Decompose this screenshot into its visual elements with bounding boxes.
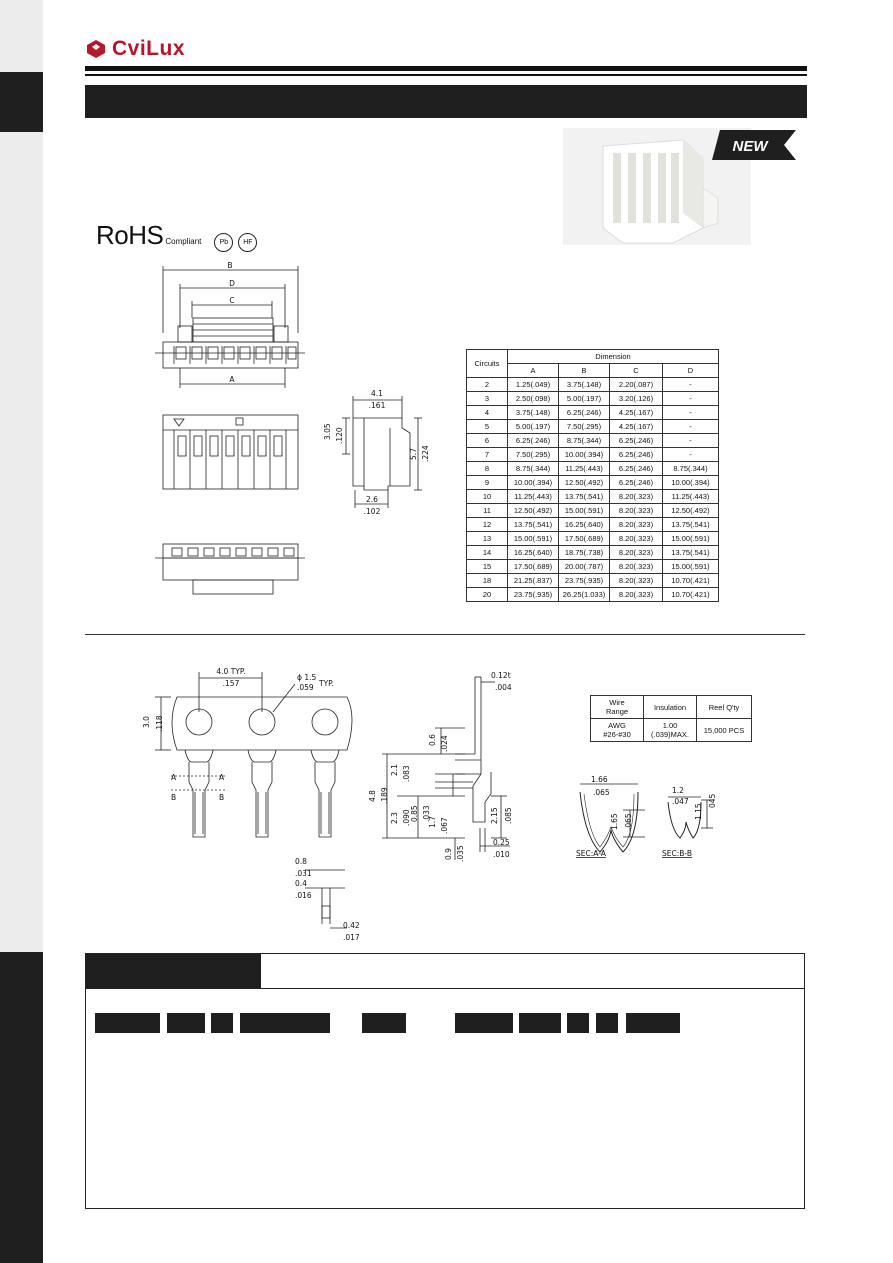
table-row (467, 546, 719, 560)
secaa-label: SEC:A-A (576, 849, 606, 858)
dimension-cell: - (663, 378, 719, 392)
sidebar-tab-dark (0, 72, 43, 132)
dimension-cell: 16.25(.640) (508, 546, 559, 560)
table-row (467, 588, 719, 602)
section-divider (85, 634, 805, 635)
circuits-cell: 3 (467, 392, 508, 406)
dimension-cell: 5.00(.197) (559, 392, 610, 406)
reel-qty-header: Reel Q'ty (697, 696, 752, 719)
dimension-cell: 18.75(.738) (559, 546, 610, 560)
dimension-cell: 15.00(.591) (559, 504, 610, 518)
circuits-cell: 13 (467, 532, 508, 546)
dimension-cell: 8.75(.344) (508, 462, 559, 476)
new-badge (712, 130, 796, 160)
circuits-cell: 4 (467, 406, 508, 420)
dimension-cell: 15.00(.591) (663, 560, 719, 574)
v1-in: .024 (440, 735, 449, 752)
tip1-in: .031 (295, 869, 312, 878)
v9-in: .010 (493, 850, 510, 859)
v4-in: .090 (402, 809, 411, 826)
col-c-header: C (610, 364, 663, 378)
dimension-cell: 6.25(.246) (610, 448, 663, 462)
table-header-row (467, 350, 719, 364)
dimension-cell: 16.25(.640) (559, 518, 610, 532)
dimension-cell: - (663, 406, 719, 420)
circuits-cell: 11 (467, 504, 508, 518)
dimension-cell: 3.20(.126) (610, 392, 663, 406)
v2-in: .083 (402, 765, 411, 782)
dimension-cell: 7.50(.295) (508, 448, 559, 462)
pitch-in: .157 (222, 679, 240, 688)
table-row (467, 420, 719, 434)
dimension-cell: 10.70(.421) (663, 574, 719, 588)
reel-qty-cell: 15,000 PCS (697, 719, 752, 742)
secaa-width-in: .065 (593, 788, 610, 797)
pn-segment-1 (95, 1013, 160, 1033)
v8-mm: 2.15 (490, 807, 499, 824)
table-row (467, 448, 719, 462)
dimension-cell: 13.75(.541) (663, 546, 719, 560)
insulation-max: MAX. (670, 730, 689, 739)
wire-table-row (591, 719, 752, 742)
dimension-cell: 3.75(.148) (559, 378, 610, 392)
dimension-cell: 8.75(.344) (559, 434, 610, 448)
wire-range: #26-#30 (603, 730, 631, 739)
section-b-right: B (219, 793, 225, 802)
header-rule-thick (85, 66, 807, 71)
dimension-cell: 6.25(.246) (610, 476, 663, 490)
dimension-cell: 15.00(.591) (508, 532, 559, 546)
wire-awg: AWG (608, 721, 626, 730)
dimension-cell: 8.20(.323) (610, 560, 663, 574)
dim-label-b: B (227, 261, 233, 270)
pn-segment-5 (362, 1013, 406, 1033)
circuits-cell: 2 (467, 378, 508, 392)
dimension-cell: 8.20(.323) (610, 532, 663, 546)
v3-in: .189 (380, 787, 389, 804)
sidebar-light-mid (0, 132, 43, 952)
secbb-height-in: 045 (708, 793, 717, 808)
dimension-cell: 21.25(.837) (508, 574, 559, 588)
new-badge-label: NEW (732, 138, 768, 155)
dimension-cell: 8.75(.344) (663, 462, 719, 476)
v6-in: .067 (440, 817, 449, 834)
pn-segment-2 (167, 1013, 205, 1033)
circuits-cell: 7 (467, 448, 508, 462)
rohs-mark (96, 220, 257, 252)
dim-label-c: C (229, 296, 235, 305)
col-b-header: B (559, 364, 610, 378)
circuits-cell: 15 (467, 560, 508, 574)
circuits-cell: 20 (467, 588, 508, 602)
dim-label-a: A (229, 375, 235, 384)
circuits-cell: 18 (467, 574, 508, 588)
dimension-table-body (467, 378, 719, 602)
circuits-cell: 12 (467, 518, 508, 532)
dimension-cell: 7.50(.295) (559, 420, 610, 434)
pn-segment-9 (596, 1013, 618, 1033)
table-row (467, 434, 719, 448)
secbb-label: SEC:B-B (662, 849, 692, 858)
thickness-in: .004 (495, 683, 512, 692)
v3-mm: 4.8 (368, 790, 377, 802)
dimension-cell: - (663, 392, 719, 406)
pn-segment-4 (240, 1013, 330, 1033)
tip2-mm: 0.4 (295, 879, 307, 888)
side-base-in: .102 (363, 507, 381, 516)
housing-drawing (150, 258, 440, 618)
circuits-cell: 14 (467, 546, 508, 560)
tip2-in: .016 (295, 891, 312, 900)
tip3-mm: 0.42 (343, 921, 360, 930)
hole-mm: ϕ 1.5 (297, 673, 317, 682)
wire-spec-table (590, 695, 752, 742)
brand-name: CviLux (112, 37, 186, 60)
table-row (467, 378, 719, 392)
pn-segment-10 (626, 1013, 680, 1033)
v5-mm: 0.85 (410, 805, 419, 822)
v8-in: .085 (504, 807, 513, 824)
dimension-cell: 6.25(.246) (610, 434, 663, 448)
circuits-header: Circuits (467, 350, 508, 378)
pitch-mm: 4.0 TYP. (216, 667, 246, 676)
dimension-cell: 12.50(.492) (663, 504, 719, 518)
wire-range-header: Wire Range (591, 696, 644, 719)
cvilux-logo-icon (86, 39, 106, 59)
dimension-cell: 1.25(.049) (508, 378, 559, 392)
circuits-cell: 8 (467, 462, 508, 476)
dimension-cell: 8.20(.323) (610, 574, 663, 588)
sidebar-dark-bottom (0, 952, 43, 1263)
circuits-cell: 5 (467, 420, 508, 434)
side-tall-in: .224 (421, 445, 430, 462)
dimension-cell: 23.75(.935) (508, 588, 559, 602)
dimension-cell: 12.50(.492) (559, 476, 610, 490)
side-width-in: .161 (368, 401, 386, 410)
dimension-cell: 8.20(.323) (610, 546, 663, 560)
dimension-cell: 11.25(.443) (508, 490, 559, 504)
side-base-mm: 2.6 (366, 495, 378, 504)
carrier-mm: 3.0 (142, 716, 151, 728)
dimension-header: Dimension (508, 350, 719, 364)
dimension-cell: 12.50(.492) (508, 504, 559, 518)
secbb-width-in: .047 (672, 797, 689, 806)
section-a-left: A (171, 773, 177, 782)
col-d-header: D (663, 364, 719, 378)
v7-in: .035 (456, 845, 465, 862)
table-row (467, 574, 719, 588)
insulation-in: (.039) (651, 730, 671, 739)
table-row (467, 504, 719, 518)
dimension-cell: - (663, 420, 719, 434)
section-b-left: B (171, 793, 177, 802)
v1-mm: 0.6 (428, 734, 437, 746)
v7-mm: 0.9 (444, 848, 453, 860)
table-row (467, 518, 719, 532)
secaa-height-in: .065 (624, 813, 633, 830)
dim-label-d: D (229, 279, 235, 288)
rohs-compliant: Compliant (165, 237, 202, 246)
hole-typ: TYP. (319, 679, 334, 688)
dimension-cell: 6.25(.246) (508, 434, 559, 448)
dimension-cell: 10.00(.394) (559, 448, 610, 462)
header-rule-thin (85, 74, 807, 76)
title-bar (85, 85, 807, 118)
dimension-cell: 8.20(.323) (610, 490, 663, 504)
dimension-cell: 8.20(.323) (610, 504, 663, 518)
table-row (467, 462, 719, 476)
secaa-height-mm: 1.65 (610, 813, 619, 830)
dimension-cell: - (663, 448, 719, 462)
brand-logo (86, 36, 185, 62)
circuits-cell: 6 (467, 434, 508, 448)
table-row (467, 392, 719, 406)
dimension-cell: 23.75(.935) (559, 574, 610, 588)
tip3-in: .017 (343, 933, 360, 942)
v5-in: .033 (422, 805, 431, 822)
ordering-info-frame (85, 953, 805, 1209)
ordering-info-header (86, 954, 261, 988)
dimension-cell: 26.25(1.033) (559, 588, 610, 602)
dimension-cell: 8.20(.323) (610, 518, 663, 532)
dimension-cell: 8.20(.323) (610, 588, 663, 602)
side-height-mm: 3.05 (323, 423, 332, 440)
dimension-cell: 11.25(.443) (663, 490, 719, 504)
dimension-cell: 10.00(.394) (508, 476, 559, 490)
secbb-height-mm: 1.15 (694, 803, 703, 820)
insulation-cell (644, 719, 697, 742)
secaa-width-mm: 1.66 (591, 775, 608, 784)
dimension-cell: 20.00(.787) (559, 560, 610, 574)
pn-segment-7 (519, 1013, 561, 1033)
dimension-cell: 3.75(.148) (508, 406, 559, 420)
dimension-cell: 2.20(.087) (610, 378, 663, 392)
circuits-cell: 10 (467, 490, 508, 504)
dimension-cell: 6.25(.246) (610, 462, 663, 476)
dimension-cell: 11.25(.443) (559, 462, 610, 476)
wire-table-header (591, 696, 752, 719)
table-row (467, 476, 719, 490)
circuits-cell: 9 (467, 476, 508, 490)
wire-range-cell (591, 719, 644, 742)
v4-mm: 2.3 (390, 812, 399, 824)
dimension-cell: 4.25(.167) (610, 406, 663, 420)
pn-segment-6 (455, 1013, 513, 1033)
dimension-cell: 5.00(.197) (508, 420, 559, 434)
section-a-right: A (219, 773, 225, 782)
insulation-mm: 1.00 (662, 721, 678, 730)
dimension-table (466, 349, 719, 602)
dimension-cell: - (663, 434, 719, 448)
sidebar-light-top (0, 0, 43, 72)
v2-mm: 2.1 (390, 764, 399, 776)
dimension-cell: 4.25(.167) (610, 420, 663, 434)
table-row (467, 560, 719, 574)
v6-mm: 1.7 (428, 816, 437, 828)
pn-segment-8 (567, 1013, 589, 1033)
dimension-cell: 13.75(.541) (508, 518, 559, 532)
secbb-width-mm: 1.2 (672, 786, 684, 795)
table-row (467, 406, 719, 420)
side-tall-mm: 5.7 (409, 448, 418, 460)
side-height-in: .120 (335, 427, 344, 444)
dimension-cell: 13.75(.541) (559, 490, 610, 504)
col-a-header: A (508, 364, 559, 378)
halogen-free-icon: HF (238, 233, 257, 252)
table-row (467, 532, 719, 546)
side-width-mm: 4.1 (371, 389, 383, 398)
dimension-cell: 10.00(.394) (663, 476, 719, 490)
hole-in: .059 (297, 683, 314, 692)
dimension-cell: 6.25(.246) (559, 406, 610, 420)
dimension-cell: 13.75(.541) (663, 518, 719, 532)
dimension-cell: 17.50(.689) (559, 532, 610, 546)
thickness-mm: 0.12t (491, 671, 511, 680)
insulation-header: Insulation (644, 696, 697, 719)
ordering-info-line (86, 988, 804, 989)
lead-free-icon: Pb (214, 233, 233, 252)
carrier-in: .118 (155, 715, 164, 732)
v9-mm: 0.25 (493, 838, 510, 847)
dimension-cell: 10.70(.421) (663, 588, 719, 602)
dimension-cell: 2.50(.098) (508, 392, 559, 406)
dimension-cell: 17.50(.689) (508, 560, 559, 574)
dimension-cell: 15.00(.591) (663, 532, 719, 546)
table-row (467, 490, 719, 504)
tip1-mm: 0.8 (295, 857, 307, 866)
rohs-text: RoHS (96, 220, 164, 250)
pn-segment-3 (211, 1013, 233, 1033)
